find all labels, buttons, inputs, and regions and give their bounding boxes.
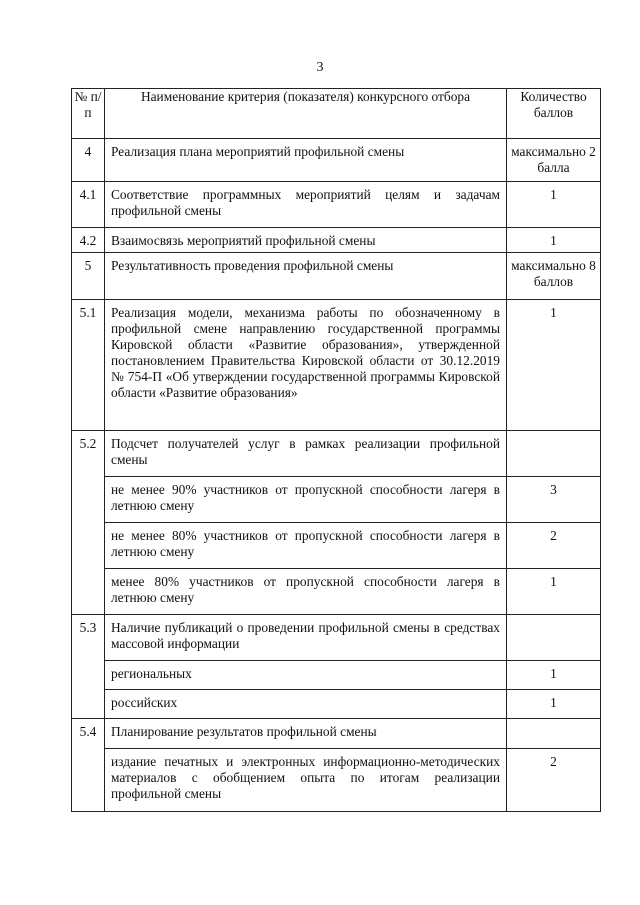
row-num: 5: [72, 253, 105, 300]
row-text: Реализация модели, механизма работы по обозначенному в профильной смене направлению государственной программы Кировской области «Развитие образования», утвержденной постановлением Правительства Кировской области от 30.12.2019 № 754-П «Об утверждении государственной программы Кировской области «Развитие образования»: [105, 300, 507, 431]
row-score: максимально 2 балла: [507, 139, 601, 182]
row-score: 1: [507, 690, 601, 719]
header-num: № п/п: [72, 89, 105, 139]
row-num: 5.1: [72, 300, 105, 431]
row-score: 1: [507, 182, 601, 228]
row-text: Наличие публикаций о проведении профильной смены в средствах массовой информации: [105, 615, 507, 661]
row-num: 4.2: [72, 228, 105, 253]
row-num: 5.4: [72, 719, 105, 812]
table-row: [72, 749, 601, 812]
row-num: 4: [72, 139, 105, 182]
table-row: [72, 719, 601, 749]
row-text: региональных: [105, 661, 507, 690]
table-row: [72, 477, 601, 523]
table-row: [72, 431, 601, 477]
row-score: максимально 8 баллов: [507, 253, 601, 300]
row-text: российских: [105, 690, 507, 719]
row-score: 1: [507, 569, 601, 615]
row-text: Результативность проведения профильной смены: [105, 253, 507, 300]
table-row: [72, 661, 601, 690]
row-text: Реализация плана мероприятий профильной смены: [105, 139, 507, 182]
row-text: не менее 80% участников от пропускной способности лагеря в летнюю смену: [105, 523, 507, 569]
row-text: Взаимосвязь мероприятий профильной смены: [105, 228, 507, 253]
row-text: Планирование результатов профильной смены: [105, 719, 507, 749]
table-row: [72, 615, 601, 661]
table-row: [72, 569, 601, 615]
row-score: 3: [507, 477, 601, 523]
table-row: [72, 228, 601, 253]
table-row: [72, 182, 601, 228]
row-score: [507, 615, 601, 661]
table-header: [72, 89, 601, 139]
table-row: [72, 139, 601, 182]
table-row: [72, 690, 601, 719]
row-num: 5.2: [72, 431, 105, 615]
table-row: [72, 523, 601, 569]
row-text: издание печатных и электронных информационно-методических материалов с обобщением опыта по итогам реализации профильной смены: [105, 749, 507, 812]
row-text: Подсчет получателей услуг в рамках реализации профильной смены: [105, 431, 507, 477]
page-number: 3: [316, 60, 324, 75]
row-score: 1: [507, 661, 601, 690]
row-text: не менее 90% участников от пропускной способности лагеря в летнюю смену: [105, 477, 507, 523]
header-score: Количество баллов: [507, 89, 601, 139]
header-name: Наименование критерия (показателя) конкурсного отбора: [105, 89, 507, 139]
row-score: 1: [507, 300, 601, 431]
row-text: Соответствие программных мероприятий целям и задачам профильной смены: [105, 182, 507, 228]
row-text: менее 80% участников от пропускной способности лагеря в летнюю смену: [105, 569, 507, 615]
row-num: 4.1: [72, 182, 105, 228]
row-score: [507, 719, 601, 749]
criteria-table: [71, 88, 601, 812]
row-score: 2: [507, 523, 601, 569]
row-score: [507, 431, 601, 477]
row-num: 5.3: [72, 615, 105, 719]
row-score: 2: [507, 749, 601, 812]
row-score: 1: [507, 228, 601, 253]
table-row: [72, 253, 601, 300]
table-row: [72, 300, 601, 431]
